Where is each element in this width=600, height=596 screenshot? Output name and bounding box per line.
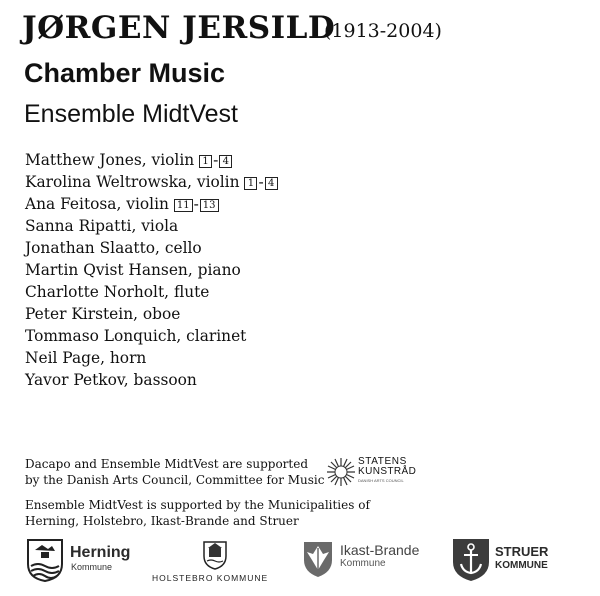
performer-label: Tommaso Lonquich, clarinet: [25, 327, 247, 345]
performer-label: Jonathan Slaatto, cello: [25, 239, 202, 257]
performer-label: Matthew Jones, violin: [25, 151, 195, 169]
performer-item: Matthew Jones, violin 1 - 4: [25, 149, 278, 171]
performer-label: Peter Kirstein, oboe: [25, 305, 181, 323]
performer-label: Ana Feitosa, violin: [25, 195, 169, 213]
credit-line: Dacapo and Ensemble MidtVest are supported: [25, 457, 309, 471]
performer-item: Karolina Weltrowska, violin 1 - 4: [25, 171, 278, 193]
statens-kunstraad-logo: [324, 456, 434, 488]
performer-list: [25, 149, 278, 391]
performer-label: Sanna Ripatti, viola: [25, 217, 179, 235]
performer-label: Neil Page, horn: [25, 349, 147, 367]
performer-label: Charlotte Norholt, flute: [25, 283, 210, 301]
arts-council-credit: [25, 456, 324, 488]
performer-item: Ana Feitosa, violin 11 - 13: [25, 193, 278, 215]
track-number: 4: [265, 177, 278, 190]
composer-name: JØRGEN JERSILD: [22, 10, 336, 46]
performer-item: [25, 347, 278, 369]
performer-item: [25, 237, 278, 259]
performer-item: [25, 259, 278, 281]
struer-label: STRUER: [495, 544, 549, 559]
herning-label: Herning: [70, 544, 131, 561]
struer-anchor-shield-icon: [452, 538, 490, 582]
ensemble-name: Ensemble MidtVest: [24, 100, 238, 128]
credit-line: Herning, Holstebro, Ikast-Brande and Struer: [25, 514, 299, 528]
performer-label: Yavor Petkov, bassoon: [25, 371, 197, 389]
ikast-brande-sub-label: Kommune: [340, 558, 386, 569]
municipalities-credit: [25, 497, 370, 529]
herning-sub-label: Kommune: [71, 562, 113, 572]
performer-item: [25, 325, 278, 347]
track-number: 1: [244, 177, 257, 190]
ikast-brande-logo: [302, 540, 432, 584]
composer-dates: (1913-2004): [324, 20, 442, 42]
performer-label: Karolina Weltrowska, violin: [25, 173, 240, 191]
holstebro-shield-icon: [202, 540, 228, 570]
credit-line: Ensemble MidtVest is supported by the Municipalities of: [25, 498, 370, 512]
statens-label: STATENS: [358, 456, 407, 467]
holstebro-logo: [150, 540, 280, 586]
performer-item: [25, 369, 278, 391]
struer-logo: [452, 538, 562, 586]
herning-logo: [26, 536, 136, 586]
track-number: 1: [199, 155, 212, 168]
track-number: 4: [219, 155, 232, 168]
kunstraad-label: KUNSTRÅD: [358, 466, 417, 477]
performer-label: Martin Qvist Hansen, piano: [25, 261, 241, 279]
performer-item: [25, 281, 278, 303]
performer-item: [25, 215, 278, 237]
album-title: Chamber Music: [24, 58, 226, 88]
ikast-brande-shield-icon: [302, 540, 334, 578]
holstebro-label: HOLSTEBRO KOMMUNE: [152, 573, 269, 583]
arts-council-label: DANISH ARTS COUNCIL: [358, 478, 404, 483]
starburst-icon: [324, 456, 358, 488]
ikast-brande-label: Ikast-Brande: [340, 542, 420, 558]
herning-shield-icon: [26, 538, 64, 582]
track-number: 11: [174, 199, 193, 212]
track-number: 13: [200, 199, 219, 212]
performer-item: [25, 303, 278, 325]
struer-sub-label: KOMMUNE: [495, 560, 548, 571]
credit-line: by the Danish Arts Council, Committee for Music: [25, 473, 325, 487]
